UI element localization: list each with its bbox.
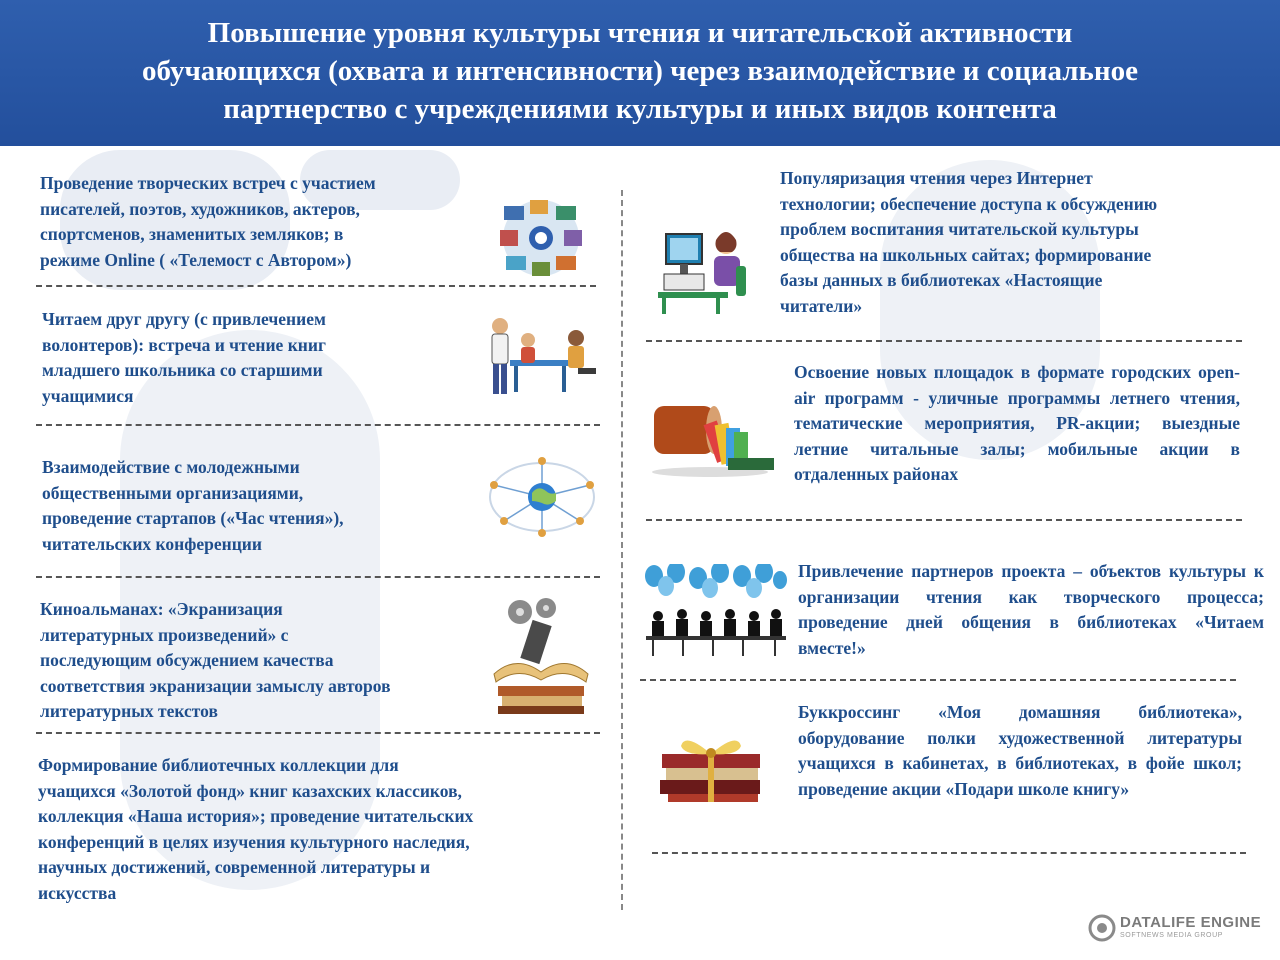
balloons-audience-icon: [642, 564, 788, 658]
separator: [36, 576, 600, 578]
right-block-4-text: Буккроссинг «Моя домашняя библиотека», оборудование полки художественной литературы учащихся в кабинетах, в библиотеках, в фойе школ; проведение акции «Подари школе книгу»: [798, 702, 1242, 799]
datalife-engine-logo: [1088, 912, 1268, 944]
left-block-5-text: Формирование библиотечных коллекции для учащихся «Золотой фонд» книг казахских классиков, коллекция «Наша история»; проведение читательских конференций в целях изучения культурного наследия, научных достижений, современной литературы и искусства: [38, 755, 474, 903]
column-divider: [621, 190, 623, 910]
left-block-3-text: Взаимодействие с молодежными общественными организациями, проведение стартапов («Час чтения»), читательских конференции: [42, 457, 344, 554]
people-circle-collage-icon: [496, 196, 586, 280]
page-title: Повышение уровня культуры чтения и читательской активности обучающихся (охвата и интенсивности) через взаимодействие и социальное партнерство с учреждениями культуры и иных видов контента: [142, 17, 1138, 125]
separator: [646, 340, 1242, 342]
left-block-1-text: Проведение творческих встреч с участием писателей, поэтов, художников, актеров, спортсменов, знаменитых земляков; в режиме Online ( «Телемост с Автором»): [40, 173, 376, 270]
separator: [36, 424, 600, 426]
separator: [36, 285, 596, 287]
book-jar-icon: [650, 398, 776, 478]
right-block-3-text: Привлечение партнеров проекта – объектов культуры к организации чтения как творческого процесса; проведение дней общения в библиотеках «Читаем вместе!»: [798, 561, 1264, 658]
header-banner: [0, 0, 1280, 146]
left-block-2-text: Читаем друг другу (с привлечением волонтеров): встреча и чтение книг младшего школьника со старшими учащимися: [42, 309, 326, 406]
separator: [36, 732, 600, 734]
left-block-4-text: Киноальманах: «Экранизация литературных произведений» с последующим обсуждением качества соответствия экранизации замыслу авторов литературных текстов: [40, 599, 391, 721]
logo-subtitle: SOFTNEWS MEDIA GROUP: [1120, 932, 1224, 939]
computer-user-icon: [654, 222, 750, 316]
right-block-1-text: Популяризация чтения через Интернет технологии; обеспечение доступа к обсуждению проблем воспитания читательской культуры общества на школьных сайтах; формирование базы данных в библиотеках «Настоящие читатели»: [780, 168, 1158, 316]
gift-books-icon: [656, 724, 766, 806]
meeting-people-icon: [480, 312, 602, 400]
separator: [646, 519, 1242, 521]
logo-name: DATALIFE ENGINE: [1120, 914, 1262, 931]
film-book-icon: [486, 594, 596, 716]
logo-emblem-icon: [1088, 914, 1116, 942]
network-globe-icon: [484, 455, 600, 537]
right-block-2-text: Освоение новых площадок в формате городских open-air программ - уличные программы летнего чтения, тематические мероприятия, PR-акции; выездные летние читальные залы; мобильные акции в отдаленных районах: [794, 362, 1240, 484]
separator: [640, 679, 1236, 681]
separator: [652, 852, 1246, 854]
